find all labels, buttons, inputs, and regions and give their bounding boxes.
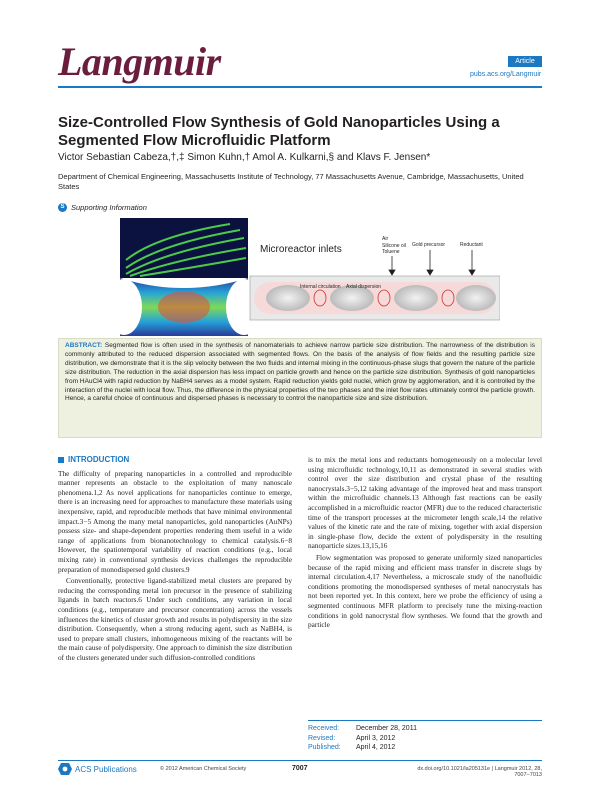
header-rule [58, 86, 542, 88]
author-list: Victor Sebastian Cabeza,†,‡ Simon Kuhn,† Amol A. Kulkarni,§ and Klavs F. Jensen* [58, 152, 431, 163]
introduction-heading [58, 455, 292, 465]
right-column [308, 455, 542, 632]
article-title: Size-Controlled Flow Synthesis of Gold Nanoparticles Using a Segmented Flow Microfluidic Platform [58, 114, 500, 149]
affiliation: Department of Chemical Engineering, Massachusetts Institute of Technology, 77 Massachusetts Avenue, Cambridge, Massachusetts, United States [58, 172, 524, 191]
supporting-info-link[interactable] [58, 203, 147, 212]
article-type-badge: Article [508, 56, 542, 67]
svg-text:Reductant: Reductant [460, 242, 483, 248]
intro-paragraph-2: Conventionally, protective ligand-stabilized metal clusters are prepared by reducing the corresponding metal ion precursor in the presence of stabilizing ligands in batch reactors.6 Under such conditions, any variation in local conditions (e.g., temperature and precursor concentration) across the vessels influences the kinetics of cluster growth and results in polydispersity in the size distribution. Consequently, when a strong reducing agent, such as NaBH4, is used to prepare small clusters, inhomogeneous mixing of the reactants will be the main cause of polydispersity. One approach to diminish the size distribution of the clusters generated under such diffusion-controlled conditions [58, 576, 292, 662]
acs-publications-logo [58, 763, 137, 775]
journal-logo: Langmuir [58, 39, 221, 84]
introduction-heading-label: INTRODUCTION [68, 455, 130, 464]
svg-text:Silicone oil: Silicone oil [382, 243, 406, 249]
svg-text:Axial dispersion: Axial dispersion [346, 284, 382, 290]
abstract-graphic [120, 216, 500, 338]
received-label: Received: [308, 725, 340, 732]
section-square-icon [58, 457, 64, 463]
abstract-box [58, 338, 542, 438]
published-date: April 4, 2012 [356, 744, 396, 751]
intro-paragraph-1: The difficulty of preparing nanoparticles in a controlled and reproducible manner represents an obstacle to the exploitation of many nanoscale phenomena.1,2 As novel applications for nanoparticles continue to emerge, there is an increasing need for approaches to manufacture these materials using inexpensive, rapid, and reproducible methods that have minimal environmental impact.3−5 Among the many metal nanoparticles, gold nanoparticles (AuNPs) possess size- and shape-dependent properties rendering them useful in a wide range of applications from bionanotechnology to chemical catalysis.6−8 However, the spatiotemporal variability of reaction conditions (e.g., local mixing rate) in conventional synthesis devices challenges the reproducible preparation of monodispersed gold clusters.9 [58, 468, 292, 574]
published-label: Published: [308, 744, 341, 751]
publication-dates [308, 724, 417, 753]
copyright: © 2012 American Chemical Society [160, 766, 247, 772]
footer-rule [58, 760, 542, 761]
page-number: 7007 [292, 765, 308, 772]
publisher-name: ACS Publications [75, 764, 137, 774]
supporting-info-icon: S [58, 203, 67, 212]
journal-url-link[interactable]: pubs.acs.org/Langmuir [470, 71, 542, 78]
revised-date: April 3, 2012 [356, 734, 396, 742]
abstract-heading: ABSTRACT: [65, 342, 103, 349]
left-column [58, 455, 292, 664]
intro-paragraph-4: Flow segmentation was proposed to generate uniformly sized nanoparticles because of the rapid mixing and efficient mass transfer in discrete slugs by internal circulation.4,17 Nevertheless, a microscale study of the nanofluidic conditions promoting the monodispersed syntheses of metal nanocrystals has not been reported yet. In this context, here we probe the efficiency of using a segmented continuous MFR platform to precisely tune the mixing-reaction conditions in gold nanocrystal flow syntheses. We found that the growth and particle [308, 552, 542, 630]
intro-paragraph-3: is to mix the metal ions and reductants homogeneously on a molecular level using microfluidic technology,10,11 as demonstrated in several studies with control over the size distribution and crystal phase of the resulting nanocrystals.3−5,12 taking advantage of the improved heat and mass transport within the microfluidic channels.13 Although fast reactions can be easily accomplished in a microfluidic reactor (MFR) due to the reduced characteristic time of the transport processes at the micrometer length scale,14 the relative values of the kinetic rate and the rate of mixing, together with axial dispersion in single-phase flow, decide the extent of polydispersity in the resulting nanoparticle sizes.13,15,16 [308, 455, 542, 551]
revised-label: Revised: [308, 734, 336, 742]
microreactor-inlets-label: Microreactor inlets [260, 244, 342, 255]
svg-text:Gold precursor: Gold precursor [412, 242, 446, 248]
svg-text:Toluene: Toluene [382, 249, 400, 255]
svg-text:Internal circulation: Internal circulation [300, 284, 341, 290]
received-date: December 28, 2011 [356, 725, 417, 732]
acs-hexagon-icon [58, 763, 72, 775]
doi-citation[interactable]: dx.doi.org/10.1021/la205131e | Langmuir 2012, 28, 7007−7013 [417, 766, 542, 778]
dates-rule [308, 720, 542, 721]
supporting-info-label: Supporting Information [71, 203, 147, 212]
abstract-text: Segmented flow is often used in the synthesis of nanomaterials to achieve narrow particle size distribution. The narrowness of the distribution is commonly attributed to the reduced dispersion associated with segmented flows. On the basis of the analysis of flow fields and the resulting particle size distribution, we demonstrate that it is the slip velocity between the two fluids and internal mixing in the continuous-phase slugs that govern the nature of the particle size distribution. The reduction in the axial dispersion has less impact on particle growth and hence on the particle size distribution. Synthesis of gold nanoparticles from HAuCl4 with rapid reduction by NaBH4 serves as a model system. Rapid reduction yields gold nuclei, which grow by agglomeration, and it is controlled by the interaction of the nuclei with local flow. Thus, the difference in the physical properties of the two phases and the inlet flow rates ultimately control the particle growth. Hence, a careful choice of continuous and dispersed phases is necessary to control the nanoparticle size and size distribution. [65, 342, 536, 403]
svg-text:Air: Air [382, 236, 389, 242]
